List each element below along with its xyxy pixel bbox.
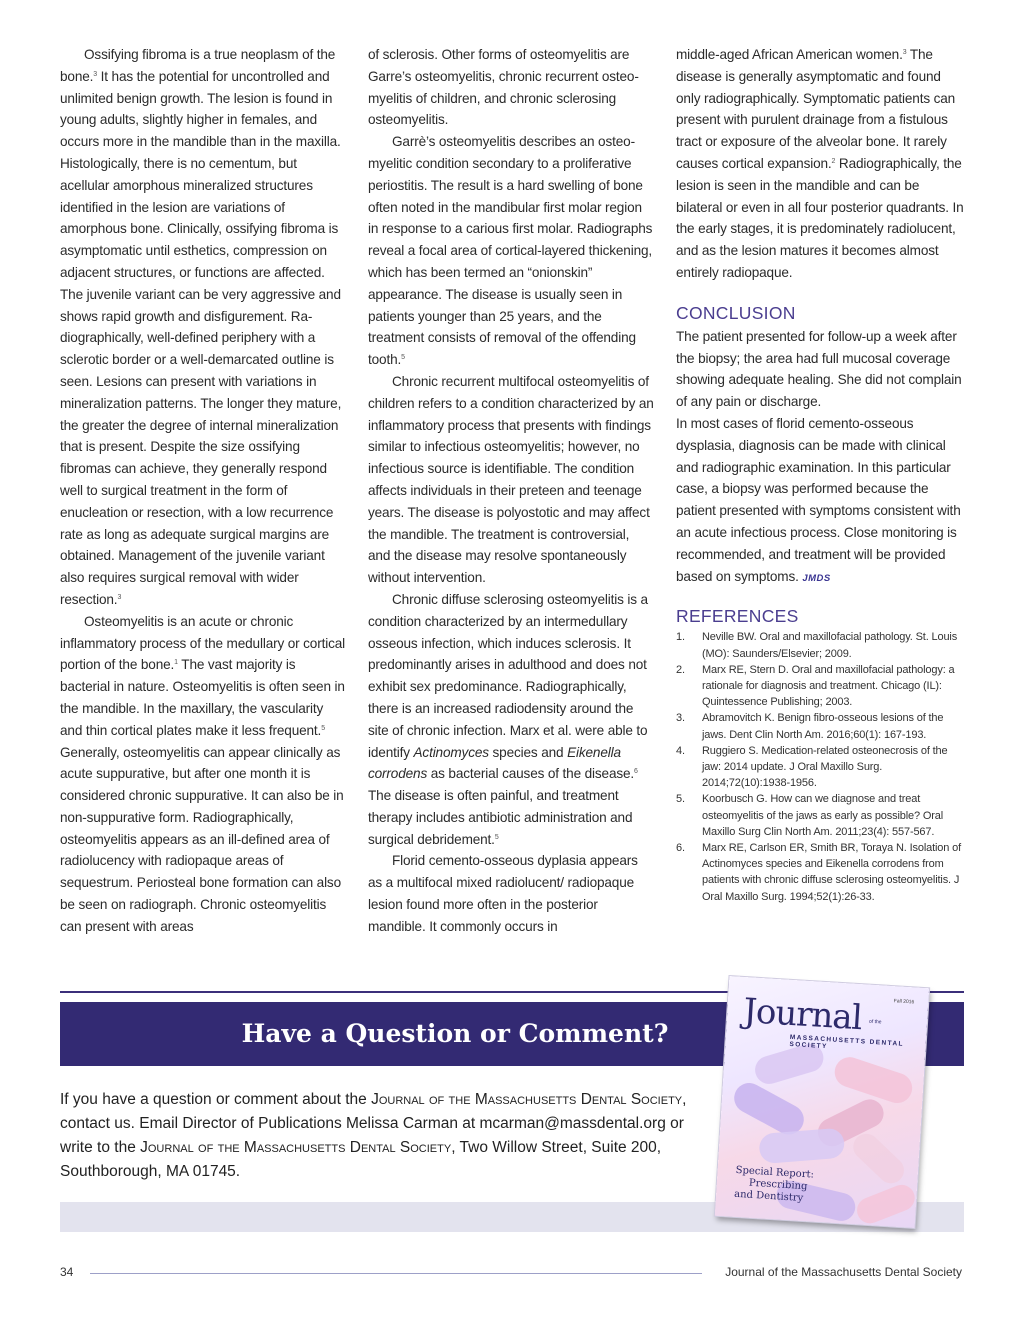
column-3 bbox=[676, 44, 966, 905]
journal-name: Journal of the Massachusetts Dental Society bbox=[140, 1139, 452, 1156]
reference-item bbox=[676, 710, 966, 742]
conclusion-heading: CONCLUSION bbox=[676, 302, 796, 323]
reference-item bbox=[676, 662, 966, 711]
paragraph-sclerosis: of sclerosis. Other forms of osteomyelitis are Garre’s osteomyelitis, chronic recurrent osteomyelitis of children, and chronic sclerosing osteomyelitis. bbox=[368, 47, 639, 128]
cover-report-line-2: Prescribing bbox=[748, 1177, 808, 1193]
citation-superscript: 5 bbox=[321, 724, 325, 732]
cover-issue: Fall 2016 bbox=[893, 998, 915, 1006]
citation-superscript: 2 bbox=[831, 157, 836, 165]
cover-journal-title: Journal bbox=[742, 991, 863, 1039]
citation-superscript: 3 bbox=[93, 70, 98, 78]
reference-text: Marx RE, Carlson ER, Smith BR, Toraya N. Isolation of Actinomyces species and Eikenella corrodens from patients with chronic diffuse sclerosing osteomyelitis. J Oral Maxillo Surg. 1994;52(1):26-33. bbox=[702, 841, 961, 903]
citation-superscript: 6 bbox=[634, 768, 638, 776]
reference-item bbox=[676, 743, 966, 792]
reference-number: 1. bbox=[676, 631, 685, 644]
paragraph-conclusion-1: The patient presented for follow-up a week after the biopsy; the area had full mucosal coverage showing adequate healing. She did not complain of any pain or discharge. bbox=[676, 328, 962, 410]
references-list bbox=[676, 629, 966, 904]
paragraph-osteomyelitis: Osteomyelitis is an acute or chronic inflammatory process of the medullary or cortical portion of the bone.$^1$ The vast majority is bacterial in nature. Osteomyelitis is often seen in the mandible. In the maxillary, the vascularity and thin cortical plates make it less frequent.$^5$ Generally, osteomyelitis can appear clinically as acute suppurative, but after one month it is considered chronic suppurative. It can also be in non-suppurative form. Radiographically, osteomyelitis appears as an ill-defined area of radiolucency with radiopaque areas of sequestrum. Periosteal bone formation can also be seen on radiograph. Chronic osteomyelitis can present with areas bbox=[60, 613, 346, 934]
jmds-logo: JMDS bbox=[802, 572, 831, 584]
paragraph-florid-dysplasia: Florid cemento-osseous dyplasia appears as a multifocal mixed radiolucent/ radiopaque lesion found more often in the posterior mandible. It commonly occurs in bbox=[368, 853, 638, 934]
banner-title: Have a Question or Comment? bbox=[241, 1019, 669, 1048]
cover-subtitle: MASSACHUSETTS DENTAL SOCIETY bbox=[789, 1033, 904, 1051]
cover-report bbox=[734, 1165, 814, 1206]
citation-superscript: 3 bbox=[117, 593, 122, 601]
reference-text: Marx RE, Stern D. Oral and maxillofacial pathology: a rationale for diagnosis and treatment. Chicago (IL): Quintessence Publishing; 2003. bbox=[702, 663, 955, 709]
paragraph-chronic-diffuse: Chronic diffuse sclerosing osteomyelitis is a condition characterized by an intermedullary osseous infection, which induces sclerosis. It predominantly arises in adulthood and does not exhibit sex predominance. Radiographically, there is an increased radiodensity around the site of chronic infection. Marx et al. were able to identify Actinomyces species and Eikenella corrodens as bacterial causes of the disease.$^6$ The disease is often painful, and treatment therapy includes antibiotic administration and surgical debridement.$^5$ bbox=[368, 591, 648, 847]
reference-text: Koorbusch G. How can we diagnose and treat osteomyelitis of the jaws as early as possible? Oral Maxillo Surg Clin North Am. 2011;23(4): 557-567. bbox=[702, 793, 944, 838]
reference-number: 2. bbox=[676, 663, 685, 676]
reference-number: 5. bbox=[676, 793, 685, 806]
paragraph-ossifying-fibroma: Ossifying fibroma is a true neoplasm of the bone.$^3$ It has the potential for uncontrolled and unlimited benign growth. The lesion is found in young adults, slightly higher in females, and occurs more in the mandible than in the maxilla. Histologically, there is no cementum, but acellular amorphous mineralized structures identified in the lesion are variations of amorphous bone. Clinically, ossifying fibroma is asymptomatic until esthetics, compression on adjacent structures, or functions are affected. The juvenile variant can be very aggressive and shows rapid growth and disfigurement. Radiographically, well-defined periphery with a sclerotic border or a well-demarcated outline is seen. Lesions can present with variations in mineralization patterns. The longer they mature, the greater the degree of internal mineralization that is present. Despite the size ossifying fibromas can achieve, they generally respond well to surgical treatment in the form of enucleation or resection, with a low recurrence rate as long as adequate surgical margins are obtained. Management of the juvenile variant also requires surgical removal with wider resection.$^3$ bbox=[60, 47, 342, 607]
cover-report-line-1: Special Report: bbox=[735, 1164, 815, 1181]
conclusion-text: In most cases of florid cemento-osseous dysplasia, diagnosis can be made with clinical and radiographic examination. In this particular case, a biopsy was performed because the patient presented with symptoms consistent with an acute infectious process. Close monitoring is recommended, and treatment will be provided based on symptoms. bbox=[676, 415, 961, 584]
paragraph-african-american: middle-aged African American women.$^3$ The disease is generally asymptomatic and found only radiographically. Symptomatic patients can present with purulent drainage from a fistulous tract or exposure of the alveolar bone. It rarely causes cortical expansion.$^2$ Radiographically, the lesion is seen in the mandible and can be bilateral or even in all four posterior quadrants. In the early stages, it is predominately radiolucent, and as the lesion matures it becomes almost entirely radiopaque. bbox=[676, 47, 964, 280]
references-heading: REFERENCES bbox=[676, 606, 799, 627]
paragraph-conclusion-2 bbox=[676, 413, 966, 589]
footer-rule bbox=[90, 1273, 702, 1274]
reference-item bbox=[676, 791, 966, 840]
citation-superscript: 3 bbox=[902, 49, 907, 56]
citation-superscript: 5 bbox=[494, 833, 499, 841]
reference-text: Ruggiero S. Medication-related osteonecrosis of the jaw: 2014 update. J Oral Maxillo Surg. 2014;72(10):1938-1956. bbox=[702, 744, 948, 790]
journal-name: Journal of the Massachusetts Dental Society bbox=[371, 1091, 683, 1108]
reference-item bbox=[676, 840, 966, 905]
journal-cover bbox=[715, 976, 929, 1228]
footer-journal-title: Journal of the Massachusetts Dental Society bbox=[725, 1265, 962, 1279]
italic-term: Eikenella corrodens bbox=[368, 744, 621, 782]
cover-report-line-3: and Dentistry bbox=[733, 1188, 804, 1205]
reference-number: 6. bbox=[676, 841, 685, 854]
contact-paragraph: If you have a question or comment about the Journal of the Massachusetts Dental Society, contact us. Email Director of Publications Melissa Carman at mcarman@massdental.org or write to the Journal of the Massachusetts Dental Society, Two Willow Street, Suite 200, Southborough, MA 01745. bbox=[60, 1091, 687, 1180]
reference-text: Neville BW. Oral and maxillofacial pathology. St. Louis (MO): Saunders/Elsevier; 2009. bbox=[702, 631, 958, 660]
citation-superscript: 1 bbox=[174, 659, 178, 667]
reference-text: Abramovitch K. Benign fibro-osseous lesions of the jaws. Dent Clin North Am. 2016;60(1): 167-193. bbox=[702, 712, 944, 741]
reference-item bbox=[676, 629, 966, 661]
reference-number: 4. bbox=[676, 744, 685, 757]
cover-of-the: of the bbox=[868, 1018, 882, 1026]
column-2 bbox=[368, 44, 654, 938]
column-1 bbox=[60, 44, 348, 938]
paragraph-chronic-recurrent: Chronic recurrent multifocal osteomyelitis of children refers to a condition characterized by an inflammatory process that presents with findings similar to infectious osteomyelitis; however, no infectious source is identifiable. The condition affects individuals in their preteen and teenage years. The disease is polyostotic and may affect the mandible. The treatment is controversial, and the disease may resolve spontaneously without intervention. bbox=[368, 373, 654, 586]
paragraph-garres-osteomyelitis: Garrè’s osteomyelitis describes an osteomyelitic condition secondary to a proliferative periostitis. The result is a hard swelling of bone often noted in the mandibular first molar region in response to a carious first molar. Radiographs reveal a focal area of cortical-layered thickening, which has been termed an “onionskin” appearance. The disease is usually seen in patients younger than 25 years, and the treatment consists of removal of the offending tooth.$^5$ bbox=[368, 134, 653, 368]
page-number: 34 bbox=[60, 1265, 74, 1279]
citation-superscript: 5 bbox=[401, 354, 405, 362]
reference-number: 3. bbox=[676, 712, 685, 725]
italic-term: Actinomyces bbox=[413, 744, 489, 760]
